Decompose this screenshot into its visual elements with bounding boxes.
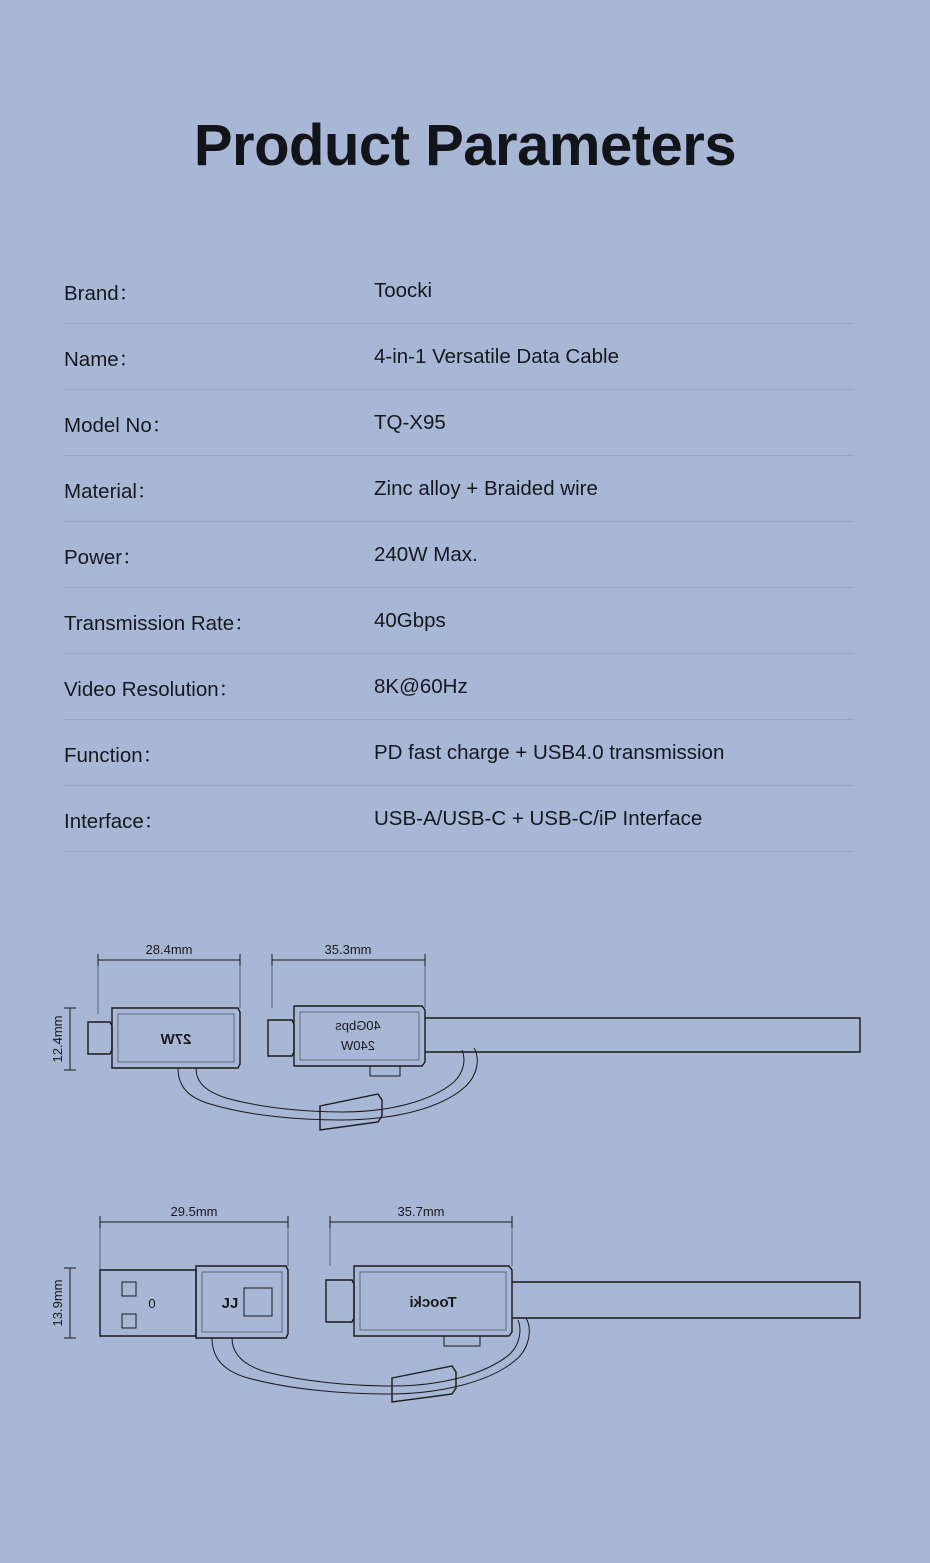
spec-value: Toocki — [374, 278, 433, 302]
spec-label: Video Resolution： — [64, 677, 240, 701]
table-row — [64, 786, 854, 852]
dimension-right-length — [330, 1204, 512, 1228]
right-connector-print-line2-label: 240W — [341, 1038, 375, 1053]
dimension-left-length — [100, 1204, 288, 1228]
spec-value: 240W Max. — [374, 542, 478, 566]
dimension-left-length — [98, 942, 240, 966]
spec-value: 40Gbps — [374, 608, 446, 632]
table-row — [64, 588, 854, 654]
table-row — [64, 258, 854, 324]
spec-value: USB-A/USB-C + USB-C/iP Interface — [374, 806, 703, 830]
spec-label: Material： — [64, 479, 158, 503]
left-connector-print-label: 27W — [160, 1031, 192, 1048]
dimension-height — [50, 1008, 76, 1070]
dimension-height-label: 13.9mm — [50, 1279, 65, 1327]
usb-c-connector-dimensions-diagram — [0, 930, 930, 1190]
table-row — [64, 390, 854, 456]
spec-label: Name： — [64, 347, 140, 371]
spec-label: Brand： — [64, 281, 140, 305]
table-row — [64, 654, 854, 720]
right-connector-print-line1-label: 40Gbps — [335, 1018, 381, 1033]
table-row — [64, 720, 854, 786]
usb-a-port-mark: 0 — [148, 1296, 156, 1311]
spec-label: Interface： — [64, 809, 165, 833]
spec-value: 8K@60Hz — [374, 674, 468, 698]
spec-label: Power： — [64, 545, 143, 569]
page-title: Product Parameters — [193, 113, 737, 178]
dimension-left-length-label: 29.5mm — [170, 1204, 218, 1219]
table-row — [64, 522, 854, 588]
spec-label: Transmission Rate： — [64, 611, 255, 635]
table-row — [64, 456, 854, 522]
dimension-left-length-label: 28.4mm — [145, 942, 193, 957]
spec-value: PD fast charge + USB4.0 transmission — [374, 740, 725, 764]
usb-a-connector-dimensions-diagram — [0, 1190, 930, 1470]
product-parameters-table — [64, 258, 854, 852]
spec-label: Model No： — [64, 413, 173, 437]
dimension-right-length-label: 35.7mm — [397, 1204, 445, 1219]
dimension-right-length — [272, 942, 425, 966]
spec-label: Function： — [64, 743, 164, 767]
table-row — [64, 324, 854, 390]
dimension-height-label: 12.4mm — [50, 1015, 65, 1063]
spec-value: 4-in-1 Versatile Data Cable — [374, 344, 619, 368]
dimension-height — [50, 1268, 76, 1338]
left-connector-print-label: JJ — [221, 1295, 239, 1312]
right-connector-print-label: Toocki — [409, 1294, 457, 1311]
dimension-right-length-label: 35.3mm — [324, 942, 372, 957]
spec-value: Zinc alloy + Braided wire — [374, 476, 598, 500]
spec-value: TQ-X95 — [374, 410, 446, 434]
